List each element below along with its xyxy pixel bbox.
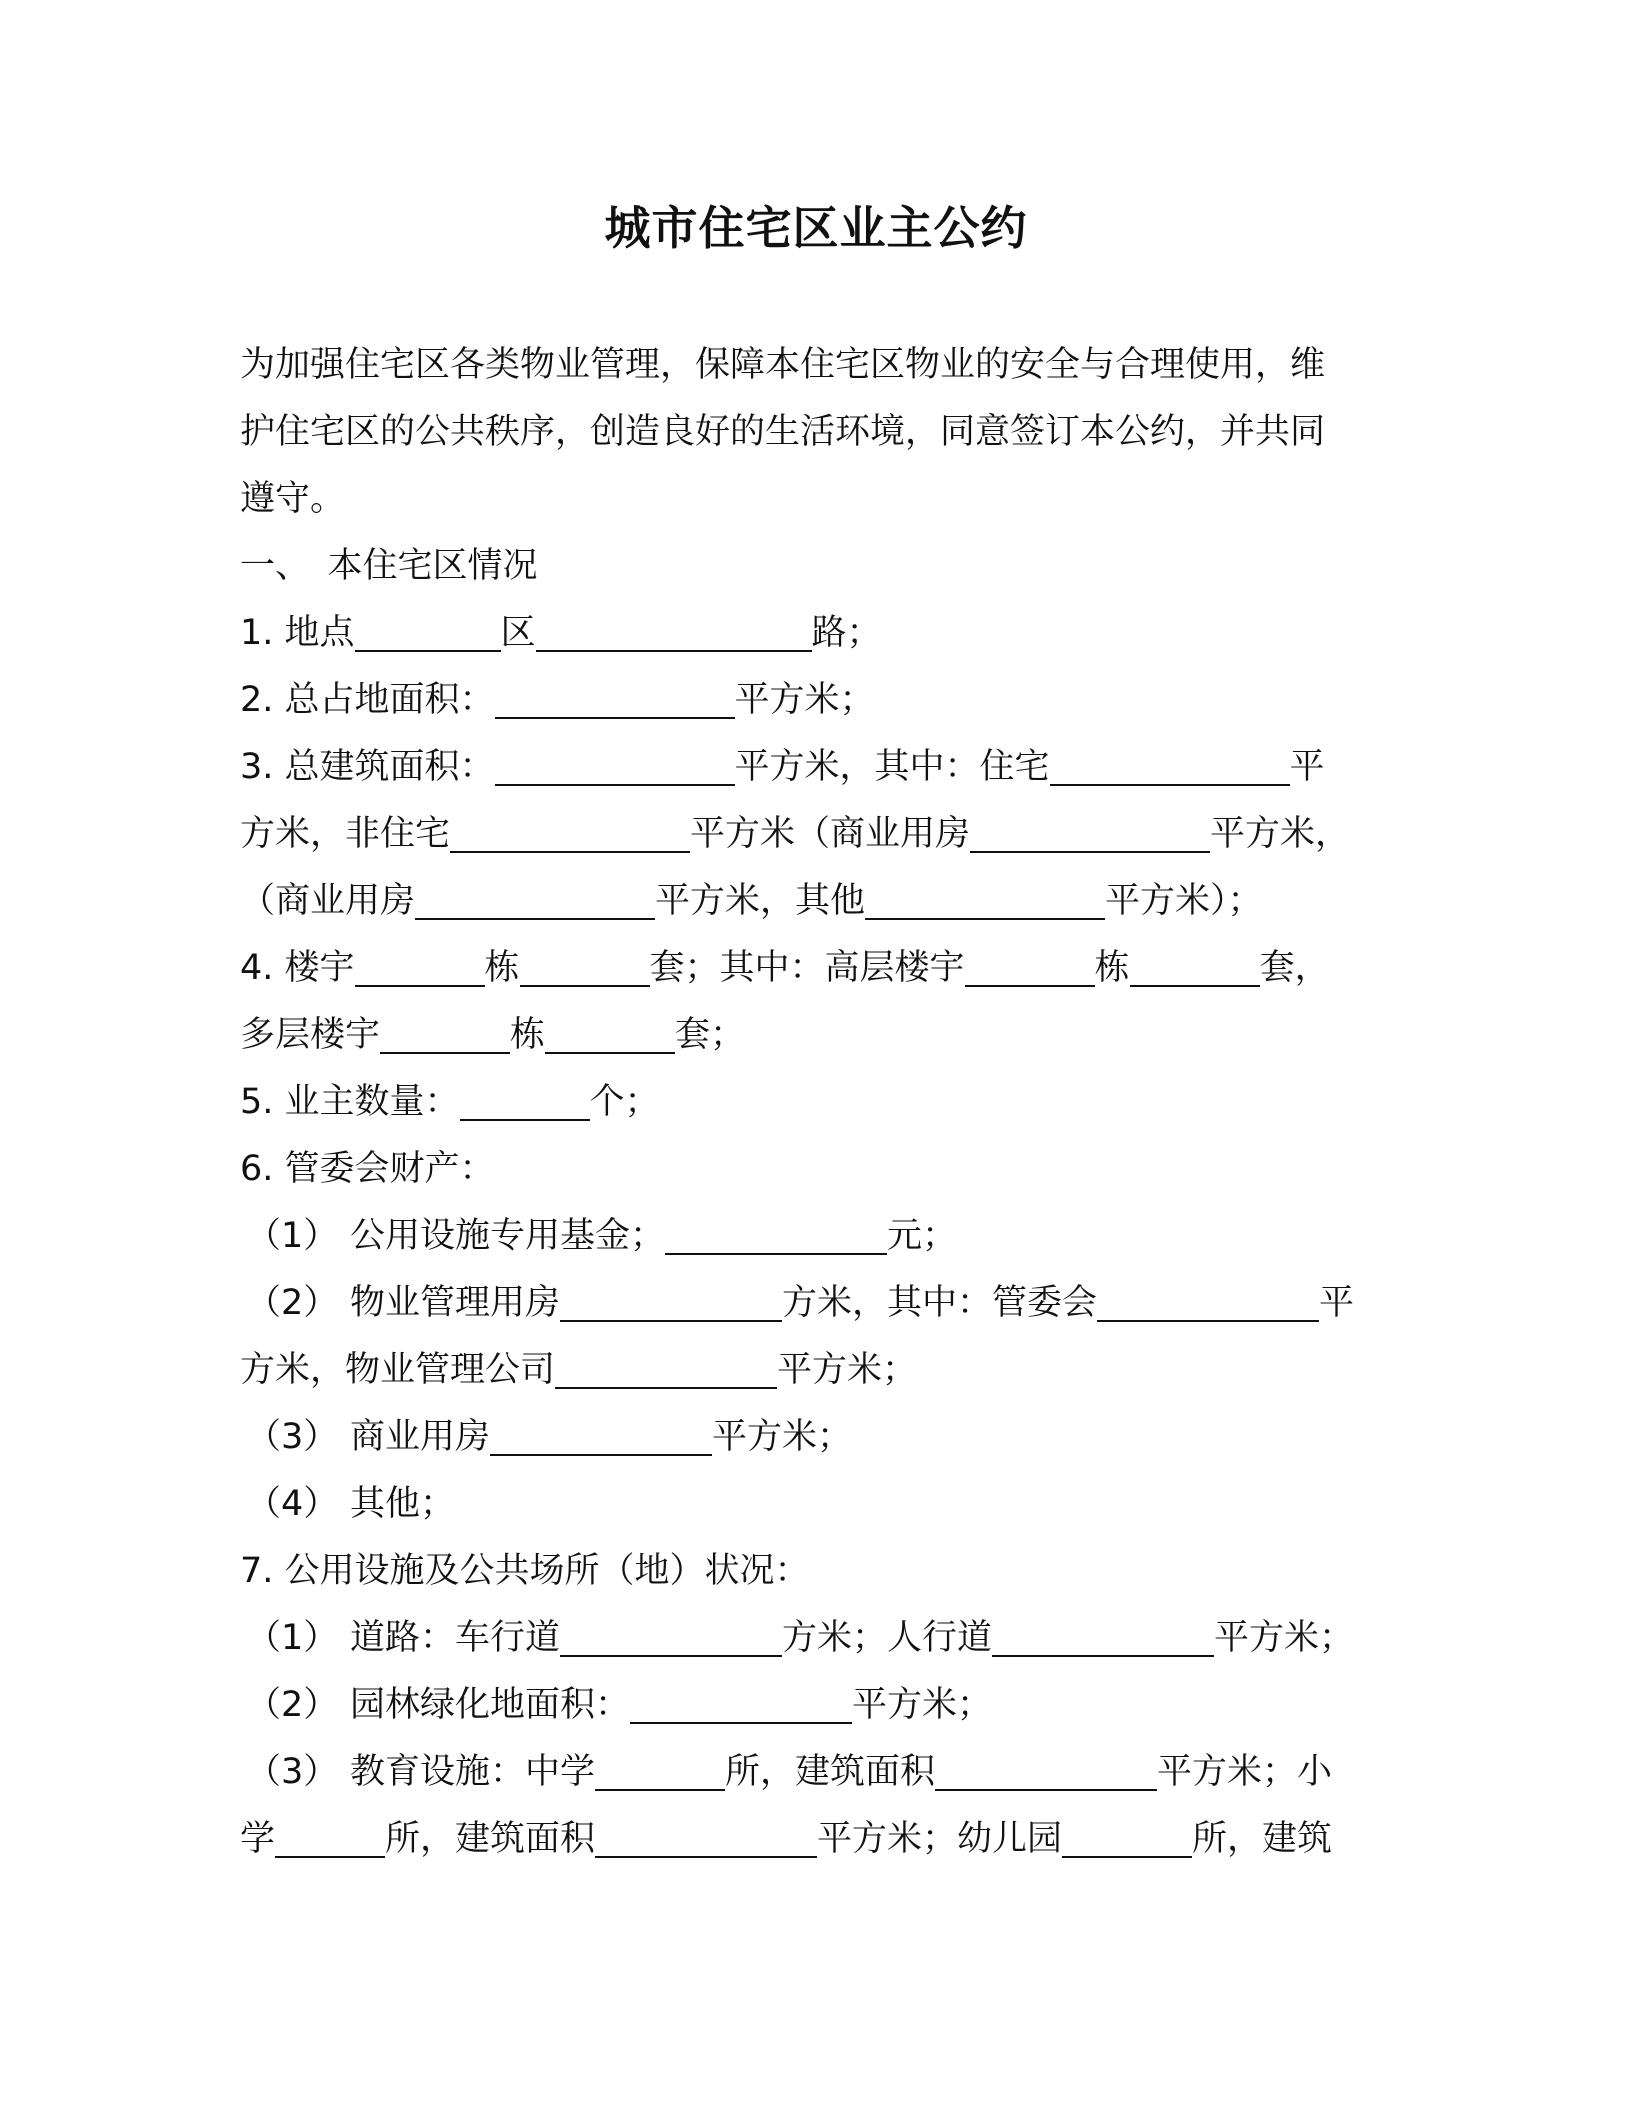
text: 所，建筑面积	[385, 1819, 596, 1859]
blank-field[interactable]	[380, 1008, 510, 1054]
blank-field[interactable]	[560, 1276, 782, 1322]
text: 道路：车行道	[350, 1618, 561, 1658]
blank-field[interactable]	[992, 1611, 1214, 1657]
blank-field[interactable]	[865, 874, 1105, 920]
text: 栋	[510, 1015, 546, 1055]
subitem	[240, 1605, 1400, 1672]
text: （商业用房	[240, 881, 416, 921]
subitem-index: （4）	[246, 1484, 339, 1524]
text: 平方米；	[734, 680, 875, 720]
text: 平方米；	[1214, 1618, 1355, 1658]
text: 平方米；	[852, 1685, 993, 1725]
subitem-index: （2）	[246, 1685, 339, 1725]
blank-field[interactable]	[495, 673, 735, 719]
subitem-index: （1）	[246, 1618, 339, 1658]
text: 平方米；幼儿园	[817, 1819, 1063, 1859]
text: 平方米，	[1210, 814, 1351, 854]
text: 5. 业主数量：	[240, 1082, 460, 1122]
subitem-index: （3）	[246, 1417, 339, 1457]
item-building-area-cont2	[240, 868, 1400, 935]
blank-field[interactable]	[1130, 941, 1260, 987]
blank-field[interactable]	[560, 1611, 782, 1657]
item-location	[240, 600, 1400, 667]
text: 所，建筑	[1192, 1819, 1333, 1859]
blank-field[interactable]	[460, 1075, 590, 1121]
subitem	[240, 1672, 1400, 1739]
text: 路；	[811, 613, 882, 653]
text: 栋	[1094, 948, 1130, 988]
blank-field[interactable]	[630, 1678, 852, 1724]
text: 1. 地点	[240, 613, 355, 653]
text: 4. 楼宇	[240, 948, 355, 988]
item-buildings	[240, 935, 1400, 1002]
subitem-cont	[240, 1337, 1400, 1404]
blank-field[interactable]	[1062, 1812, 1192, 1858]
text: 栋	[484, 948, 520, 988]
subitem	[240, 1270, 1400, 1337]
text: 平方米；	[712, 1417, 853, 1457]
blank-field[interactable]	[965, 941, 1095, 987]
blank-field[interactable]	[545, 1008, 675, 1054]
item-owner-count	[240, 1069, 1400, 1136]
item-building-area	[240, 734, 1400, 801]
text: 2. 总占地面积：	[240, 680, 495, 720]
blank-field[interactable]	[275, 1812, 385, 1858]
text: 其他；	[350, 1484, 456, 1524]
text: 所，建筑面积	[725, 1752, 936, 1792]
intro-line-1: 为加强住宅区各类物业管理，保障本住宅区物业的安全与合理使用，维	[240, 345, 1326, 385]
subitem-cont	[240, 1806, 1400, 1873]
blank-field[interactable]	[355, 606, 501, 652]
blank-field[interactable]	[415, 874, 655, 920]
text: 3. 总建筑面积：	[240, 747, 495, 787]
document-title: 城市住宅区业主公约	[604, 201, 1028, 255]
item-building-area-cont	[240, 801, 1400, 868]
text: 方米，其中：管委会	[782, 1283, 1098, 1323]
intro-line-2: 护住宅区的公共秩序，创造良好的生活环境，同意签订本公约，并共同	[240, 412, 1326, 452]
blank-field[interactable]	[495, 740, 735, 786]
text: 方米，物业管理公司	[240, 1350, 556, 1390]
text: 套；	[675, 1015, 746, 1055]
text: 物业管理用房	[350, 1283, 561, 1323]
text: 方米，非住宅	[240, 814, 451, 854]
item-public-facilities: 7. 公用设施及公共场所（地）状况：	[240, 1551, 810, 1591]
blank-field[interactable]	[490, 1410, 712, 1456]
text: 平方米；	[777, 1350, 918, 1390]
blank-field[interactable]	[520, 941, 650, 987]
blank-field[interactable]	[595, 1812, 817, 1858]
blank-field[interactable]	[970, 807, 1210, 853]
text: 平方米）；	[1105, 881, 1263, 921]
text: 园林绿化地面积：	[350, 1685, 631, 1725]
blank-field[interactable]	[1050, 740, 1290, 786]
blank-field[interactable]	[355, 941, 485, 987]
subitem	[240, 1203, 1400, 1270]
blank-field[interactable]	[555, 1343, 777, 1389]
blank-field[interactable]	[1097, 1276, 1319, 1322]
section-heading: 一、 本住宅区情况	[240, 546, 538, 586]
text: 平方米，其中：住宅	[734, 747, 1050, 787]
item-committee-property: 6. 管委会财产：	[240, 1149, 495, 1189]
blank-field[interactable]	[935, 1745, 1157, 1791]
item-land-area	[240, 667, 1400, 734]
text: 平方米；小	[1157, 1752, 1333, 1792]
text: 公用设施专用基金；	[350, 1216, 666, 1256]
blank-field[interactable]	[536, 606, 812, 652]
text: 套，	[1259, 948, 1330, 988]
text: 套；其中：高层楼宇	[649, 948, 965, 988]
subitem-index: （1）	[246, 1216, 339, 1256]
text: 平方米（商业用房	[690, 814, 971, 854]
blank-field[interactable]	[595, 1745, 725, 1791]
text: 商业用房	[350, 1417, 491, 1457]
text: 个；	[589, 1082, 660, 1122]
text: 区	[500, 613, 536, 653]
item-buildings-cont	[240, 1002, 1400, 1069]
blank-field[interactable]	[665, 1209, 887, 1255]
text: 元；	[887, 1216, 958, 1256]
text: 多层楼宇	[240, 1015, 381, 1055]
text: 学	[240, 1819, 276, 1859]
subitem	[240, 1404, 1400, 1471]
text: 平方米，其他	[655, 881, 866, 921]
text: 平	[1319, 1283, 1355, 1323]
subitem-index: （3）	[246, 1752, 339, 1792]
text: 教育设施：中学	[350, 1752, 596, 1792]
intro-line-3: 遵守。	[240, 479, 346, 519]
text: 方米；人行道	[782, 1618, 993, 1658]
subitem	[240, 1739, 1400, 1806]
blank-field[interactable]	[450, 807, 690, 853]
text: 平	[1289, 747, 1325, 787]
subitem-index: （2）	[246, 1283, 339, 1323]
subitem	[240, 1471, 1400, 1538]
